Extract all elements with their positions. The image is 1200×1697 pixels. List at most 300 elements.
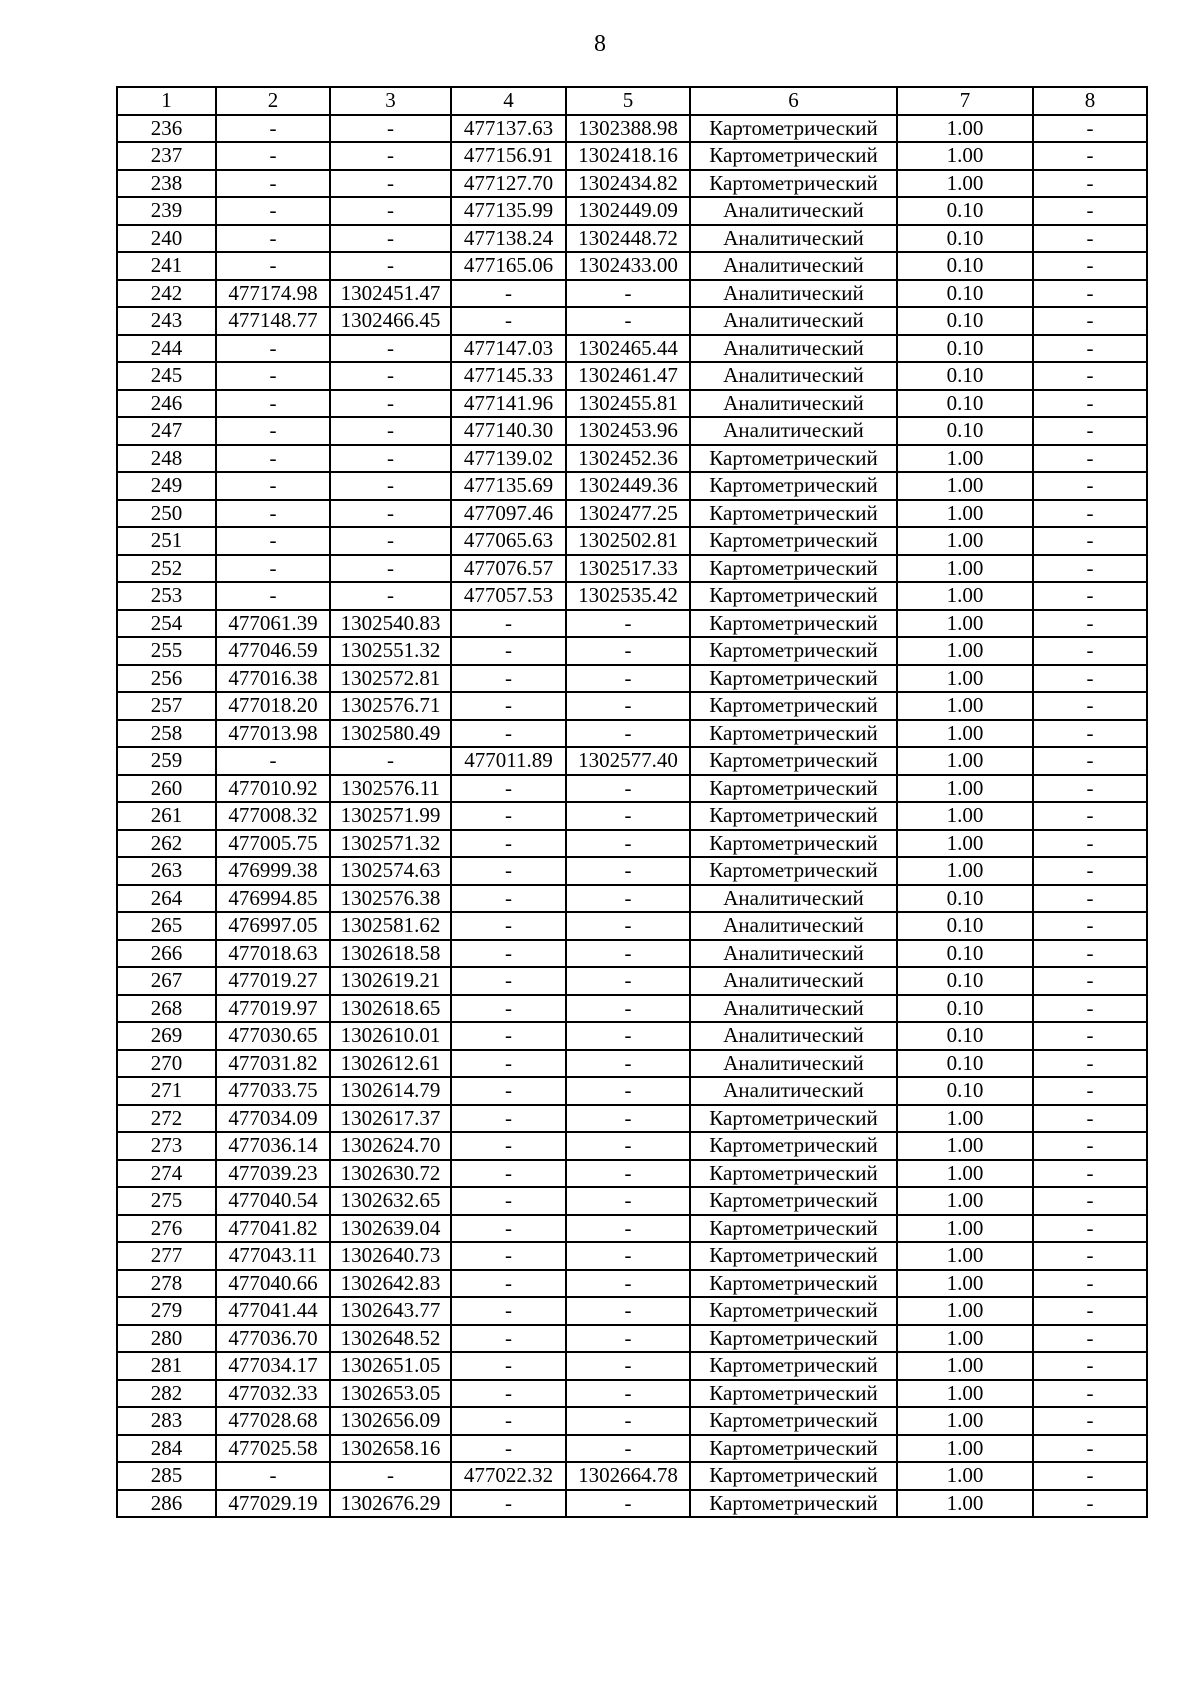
table-row: [117, 1297, 1147, 1325]
cell-x-new: 477145.33: [451, 362, 566, 390]
table-row: [117, 1242, 1147, 1270]
cell-description: -: [1033, 1077, 1147, 1105]
cell-x-new: -: [451, 1325, 566, 1353]
cell-method: Картометрический: [690, 857, 897, 885]
table-row: [117, 857, 1147, 885]
cell-method: Картометрический: [690, 1435, 897, 1463]
cell-x-new: 477076.57: [451, 555, 566, 583]
cell-accuracy: 0.10: [897, 885, 1033, 913]
cell-y-new: -: [566, 1490, 690, 1518]
cell-y-new: 1302502.81: [566, 527, 690, 555]
cell-x-old: -: [216, 225, 330, 253]
cell-point-number: 273: [117, 1132, 216, 1160]
cell-y-old: 1302651.05: [330, 1352, 451, 1380]
cell-description: -: [1033, 1105, 1147, 1133]
cell-x-old: -: [216, 445, 330, 473]
cell-x-new: 477135.99: [451, 197, 566, 225]
cell-point-number: 262: [117, 830, 216, 858]
cell-point-number: 270: [117, 1050, 216, 1078]
cell-x-old: -: [216, 252, 330, 280]
cell-accuracy: 1.00: [897, 582, 1033, 610]
cell-x-old: -: [216, 197, 330, 225]
cell-method: Картометрический: [690, 802, 897, 830]
cell-y-new: -: [566, 1215, 690, 1243]
table-row: [117, 527, 1147, 555]
cell-description: -: [1033, 142, 1147, 170]
cell-y-new: 1302449.36: [566, 472, 690, 500]
cell-x-old: -: [216, 472, 330, 500]
cell-description: -: [1033, 830, 1147, 858]
cell-point-number: 255: [117, 637, 216, 665]
cell-y-new: -: [566, 1242, 690, 1270]
cell-description: -: [1033, 967, 1147, 995]
cell-y-old: 1302618.58: [330, 940, 451, 968]
cell-x-old: 477019.27: [216, 967, 330, 995]
cell-accuracy: 0.10: [897, 940, 1033, 968]
cell-point-number: 251: [117, 527, 216, 555]
cell-method: Картометрический: [690, 1297, 897, 1325]
cell-point-number: 241: [117, 252, 216, 280]
cell-point-number: 281: [117, 1352, 216, 1380]
cell-x-new: -: [451, 1050, 566, 1078]
cell-method: Картометрический: [690, 720, 897, 748]
cell-point-number: 263: [117, 857, 216, 885]
cell-accuracy: 0.10: [897, 335, 1033, 363]
cell-y-old: 1302614.79: [330, 1077, 451, 1105]
table-row: [117, 885, 1147, 913]
cell-x-old: 477043.11: [216, 1242, 330, 1270]
table-row: [117, 555, 1147, 583]
cell-y-old: 1302580.49: [330, 720, 451, 748]
table-row: [117, 582, 1147, 610]
cell-method: Аналитический: [690, 362, 897, 390]
table-row: [117, 142, 1147, 170]
cell-point-number: 240: [117, 225, 216, 253]
cell-point-number: 280: [117, 1325, 216, 1353]
cell-description: -: [1033, 225, 1147, 253]
cell-accuracy: 0.10: [897, 1077, 1033, 1105]
cell-point-number: 268: [117, 995, 216, 1023]
table-row: [117, 747, 1147, 775]
cell-description: -: [1033, 252, 1147, 280]
cell-point-number: 267: [117, 967, 216, 995]
cell-x-new: 477141.96: [451, 390, 566, 418]
table-row: [117, 472, 1147, 500]
cell-x-old: -: [216, 335, 330, 363]
cell-y-old: 1302658.16: [330, 1435, 451, 1463]
cell-x-new: -: [451, 1270, 566, 1298]
cell-y-new: 1302418.16: [566, 142, 690, 170]
cell-y-old: 1302630.72: [330, 1160, 451, 1188]
cell-method: Картометрический: [690, 472, 897, 500]
cell-y-old: 1302640.73: [330, 1242, 451, 1270]
cell-y-old: 1302676.29: [330, 1490, 451, 1518]
cell-x-old: -: [216, 362, 330, 390]
cell-y-new: -: [566, 1407, 690, 1435]
cell-point-number: 276: [117, 1215, 216, 1243]
cell-accuracy: 0.10: [897, 307, 1033, 335]
table-row: [117, 252, 1147, 280]
cell-y-old: -: [330, 472, 451, 500]
cell-accuracy: 0.10: [897, 252, 1033, 280]
cell-description: -: [1033, 307, 1147, 335]
cell-point-number: 259: [117, 747, 216, 775]
column-header-5: 5: [566, 87, 690, 115]
cell-y-old: 1302576.11: [330, 775, 451, 803]
table-row: [117, 775, 1147, 803]
cell-accuracy: 1.00: [897, 830, 1033, 858]
cell-description: -: [1033, 582, 1147, 610]
page-number: 8: [594, 31, 606, 57]
cell-method: Картометрический: [690, 1380, 897, 1408]
cell-method: Аналитический: [690, 1022, 897, 1050]
cell-y-new: 1302452.36: [566, 445, 690, 473]
cell-x-old: -: [216, 170, 330, 198]
cell-accuracy: 1.00: [897, 142, 1033, 170]
cell-x-new: -: [451, 912, 566, 940]
table-header-row: [117, 87, 1147, 115]
table-row: [117, 335, 1147, 363]
cell-x-old: -: [216, 747, 330, 775]
cell-y-new: -: [566, 1132, 690, 1160]
cell-x-new: -: [451, 1160, 566, 1188]
cell-x-new: 477022.32: [451, 1462, 566, 1490]
cell-description: -: [1033, 445, 1147, 473]
cell-y-new: 1302577.40: [566, 747, 690, 775]
table-row: [117, 445, 1147, 473]
cell-y-new: -: [566, 802, 690, 830]
cell-method: Картометрический: [690, 582, 897, 610]
cell-method: Картометрический: [690, 142, 897, 170]
cell-x-old: 477046.59: [216, 637, 330, 665]
cell-accuracy: 1.00: [897, 802, 1033, 830]
cell-description: -: [1033, 1270, 1147, 1298]
cell-x-old: -: [216, 1462, 330, 1490]
cell-x-old: 477034.09: [216, 1105, 330, 1133]
cell-point-number: 269: [117, 1022, 216, 1050]
cell-method: Аналитический: [690, 995, 897, 1023]
cell-method: Картометрический: [690, 1160, 897, 1188]
cell-point-number: 242: [117, 280, 216, 308]
cell-method: Картометрический: [690, 1270, 897, 1298]
cell-y-old: 1302653.05: [330, 1380, 451, 1408]
cell-y-old: -: [330, 1462, 451, 1490]
cell-x-new: 477097.46: [451, 500, 566, 528]
cell-y-old: 1302612.61: [330, 1050, 451, 1078]
cell-description: -: [1033, 1325, 1147, 1353]
cell-y-new: -: [566, 1187, 690, 1215]
cell-method: Аналитический: [690, 307, 897, 335]
cell-y-old: -: [330, 197, 451, 225]
cell-y-old: 1302618.65: [330, 995, 451, 1023]
cell-x-old: 477036.14: [216, 1132, 330, 1160]
cell-accuracy: 1.00: [897, 1105, 1033, 1133]
cell-description: -: [1033, 1160, 1147, 1188]
cell-x-new: -: [451, 1352, 566, 1380]
cell-x-old: 477028.68: [216, 1407, 330, 1435]
cell-method: Аналитический: [690, 1050, 897, 1078]
cell-method: Картометрический: [690, 555, 897, 583]
cell-x-new: -: [451, 1215, 566, 1243]
cell-method: Картометрический: [690, 527, 897, 555]
cell-x-new: -: [451, 1132, 566, 1160]
table-row: [117, 720, 1147, 748]
cell-method: Картометрический: [690, 747, 897, 775]
cell-x-new: -: [451, 1105, 566, 1133]
cell-y-new: 1302477.25: [566, 500, 690, 528]
cell-x-new: -: [451, 857, 566, 885]
cell-x-old: 477005.75: [216, 830, 330, 858]
cell-x-new: -: [451, 967, 566, 995]
cell-y-old: -: [330, 445, 451, 473]
column-header-6: 6: [690, 87, 897, 115]
cell-accuracy: 1.00: [897, 1215, 1033, 1243]
cell-description: -: [1033, 747, 1147, 775]
table-row: [117, 1187, 1147, 1215]
cell-y-new: 1302453.96: [566, 417, 690, 445]
cell-x-old: 477025.58: [216, 1435, 330, 1463]
cell-y-new: -: [566, 307, 690, 335]
cell-point-number: 252: [117, 555, 216, 583]
cell-y-old: 1302571.99: [330, 802, 451, 830]
cell-accuracy: 1.00: [897, 720, 1033, 748]
cell-y-old: 1302643.77: [330, 1297, 451, 1325]
cell-x-old: -: [216, 582, 330, 610]
cell-y-old: 1302540.83: [330, 610, 451, 638]
cell-method: Аналитический: [690, 912, 897, 940]
cell-point-number: 265: [117, 912, 216, 940]
cell-method: Картометрический: [690, 665, 897, 693]
cell-x-old: 477032.33: [216, 1380, 330, 1408]
cell-description: -: [1033, 1435, 1147, 1463]
table-row: [117, 1490, 1147, 1518]
cell-point-number: 261: [117, 802, 216, 830]
table-row: [117, 1132, 1147, 1160]
cell-accuracy: 1.00: [897, 1325, 1033, 1353]
cell-y-old: 1302648.52: [330, 1325, 451, 1353]
cell-method: Аналитический: [690, 197, 897, 225]
cell-x-new: -: [451, 610, 566, 638]
cell-method: Аналитический: [690, 885, 897, 913]
cell-y-old: 1302572.81: [330, 665, 451, 693]
cell-description: -: [1033, 940, 1147, 968]
cell-description: -: [1033, 555, 1147, 583]
cell-y-old: 1302581.62: [330, 912, 451, 940]
cell-accuracy: 0.10: [897, 967, 1033, 995]
cell-y-old: -: [330, 142, 451, 170]
cell-method: Картометрический: [690, 1105, 897, 1133]
cell-method: Картометрический: [690, 500, 897, 528]
cell-x-old: 477016.38: [216, 665, 330, 693]
cell-description: -: [1033, 115, 1147, 143]
cell-point-number: 277: [117, 1242, 216, 1270]
cell-description: -: [1033, 1215, 1147, 1243]
cell-x-old: 477019.97: [216, 995, 330, 1023]
cell-description: -: [1033, 637, 1147, 665]
cell-y-new: 1302461.47: [566, 362, 690, 390]
cell-description: -: [1033, 665, 1147, 693]
cell-point-number: 257: [117, 692, 216, 720]
cell-point-number: 279: [117, 1297, 216, 1325]
cell-description: -: [1033, 335, 1147, 363]
cell-description: -: [1033, 1187, 1147, 1215]
cell-description: -: [1033, 1022, 1147, 1050]
cell-y-old: -: [330, 500, 451, 528]
cell-y-new: -: [566, 912, 690, 940]
cell-accuracy: 1.00: [897, 1242, 1033, 1270]
cell-y-new: 1302455.81: [566, 390, 690, 418]
cell-y-new: -: [566, 720, 690, 748]
cell-y-old: -: [330, 527, 451, 555]
table-row: [117, 940, 1147, 968]
cell-y-old: 1302656.09: [330, 1407, 451, 1435]
cell-x-old: 477174.98: [216, 280, 330, 308]
cell-point-number: 283: [117, 1407, 216, 1435]
cell-accuracy: 0.10: [897, 417, 1033, 445]
cell-y-old: -: [330, 417, 451, 445]
column-header-3: 3: [330, 87, 451, 115]
cell-x-old: 476997.05: [216, 912, 330, 940]
cell-x-old: 477030.65: [216, 1022, 330, 1050]
cell-x-new: -: [451, 307, 566, 335]
cell-accuracy: 1.00: [897, 1490, 1033, 1518]
cell-point-number: 285: [117, 1462, 216, 1490]
cell-y-new: 1302448.72: [566, 225, 690, 253]
table-row: [117, 1105, 1147, 1133]
cell-accuracy: 0.10: [897, 280, 1033, 308]
cell-method: Аналитический: [690, 1077, 897, 1105]
cell-x-new: -: [451, 692, 566, 720]
cell-accuracy: 1.00: [897, 170, 1033, 198]
cell-y-old: -: [330, 225, 451, 253]
cell-accuracy: 0.10: [897, 225, 1033, 253]
cell-x-new: 477138.24: [451, 225, 566, 253]
cell-y-old: 1302639.04: [330, 1215, 451, 1243]
cell-y-old: 1302642.83: [330, 1270, 451, 1298]
coordinates-table: [116, 86, 1148, 1518]
cell-y-new: 1302465.44: [566, 335, 690, 363]
cell-description: -: [1033, 1242, 1147, 1270]
cell-method: Картометрический: [690, 1242, 897, 1270]
cell-point-number: 236: [117, 115, 216, 143]
cell-y-new: -: [566, 1022, 690, 1050]
cell-description: -: [1033, 610, 1147, 638]
cell-y-old: -: [330, 115, 451, 143]
cell-description: -: [1033, 775, 1147, 803]
cell-point-number: 238: [117, 170, 216, 198]
cell-x-new: -: [451, 1407, 566, 1435]
cell-x-new: -: [451, 940, 566, 968]
cell-accuracy: 1.00: [897, 637, 1033, 665]
cell-y-new: -: [566, 665, 690, 693]
table-row: [117, 115, 1147, 143]
cell-accuracy: 0.10: [897, 1022, 1033, 1050]
cell-y-old: 1302574.63: [330, 857, 451, 885]
cell-x-new: -: [451, 1297, 566, 1325]
cell-point-number: 249: [117, 472, 216, 500]
cell-y-new: -: [566, 1435, 690, 1463]
cell-y-new: 1302434.82: [566, 170, 690, 198]
cell-x-old: 477010.92: [216, 775, 330, 803]
table-row: [117, 1050, 1147, 1078]
cell-x-new: 477137.63: [451, 115, 566, 143]
cell-y-new: -: [566, 1325, 690, 1353]
table-row: [117, 1022, 1147, 1050]
cell-x-new: -: [451, 280, 566, 308]
cell-y-old: 1302576.71: [330, 692, 451, 720]
table-row: [117, 500, 1147, 528]
cell-y-old: -: [330, 335, 451, 363]
cell-y-new: -: [566, 857, 690, 885]
cell-method: Картометрический: [690, 1187, 897, 1215]
cell-y-new: 1302433.00: [566, 252, 690, 280]
table-row: [117, 995, 1147, 1023]
cell-x-old: 477040.66: [216, 1270, 330, 1298]
cell-y-new: -: [566, 940, 690, 968]
cell-description: -: [1033, 720, 1147, 748]
cell-point-number: 264: [117, 885, 216, 913]
cell-accuracy: 1.00: [897, 747, 1033, 775]
cell-x-old: -: [216, 115, 330, 143]
table-row: [117, 1352, 1147, 1380]
cell-x-old: 477013.98: [216, 720, 330, 748]
cell-point-number: 256: [117, 665, 216, 693]
cell-y-old: 1302624.70: [330, 1132, 451, 1160]
cell-accuracy: 1.00: [897, 775, 1033, 803]
cell-y-new: -: [566, 775, 690, 803]
table-row: [117, 1077, 1147, 1105]
table-row: [117, 1325, 1147, 1353]
cell-y-old: 1302632.65: [330, 1187, 451, 1215]
cell-accuracy: 1.00: [897, 1270, 1033, 1298]
cell-x-new: -: [451, 1187, 566, 1215]
cell-point-number: 278: [117, 1270, 216, 1298]
cell-accuracy: 1.00: [897, 1380, 1033, 1408]
cell-method: Картометрический: [690, 1215, 897, 1243]
cell-x-old: 477031.82: [216, 1050, 330, 1078]
cell-x-old: 477061.39: [216, 610, 330, 638]
cell-y-new: 1302664.78: [566, 1462, 690, 1490]
cell-accuracy: 0.10: [897, 390, 1033, 418]
cell-point-number: 246: [117, 390, 216, 418]
column-header-1: 1: [117, 87, 216, 115]
cell-y-new: -: [566, 1270, 690, 1298]
cell-y-old: 1302576.38: [330, 885, 451, 913]
cell-description: -: [1033, 857, 1147, 885]
cell-x-old: 477041.82: [216, 1215, 330, 1243]
cell-x-new: -: [451, 1380, 566, 1408]
table-header: [117, 87, 1147, 115]
cell-x-new: -: [451, 720, 566, 748]
cell-y-new: -: [566, 1077, 690, 1105]
cell-description: -: [1033, 1380, 1147, 1408]
cell-accuracy: 1.00: [897, 857, 1033, 885]
cell-y-old: 1302610.01: [330, 1022, 451, 1050]
table-row: [117, 1160, 1147, 1188]
table-row: [117, 1435, 1147, 1463]
cell-x-old: 476994.85: [216, 885, 330, 913]
cell-y-new: -: [566, 1160, 690, 1188]
cell-method: Аналитический: [690, 417, 897, 445]
cell-point-number: 286: [117, 1490, 216, 1518]
cell-y-old: 1302571.32: [330, 830, 451, 858]
cell-description: -: [1033, 390, 1147, 418]
cell-accuracy: 1.00: [897, 472, 1033, 500]
cell-x-new: -: [451, 665, 566, 693]
table-row: [117, 967, 1147, 995]
cell-point-number: 274: [117, 1160, 216, 1188]
cell-point-number: 284: [117, 1435, 216, 1463]
